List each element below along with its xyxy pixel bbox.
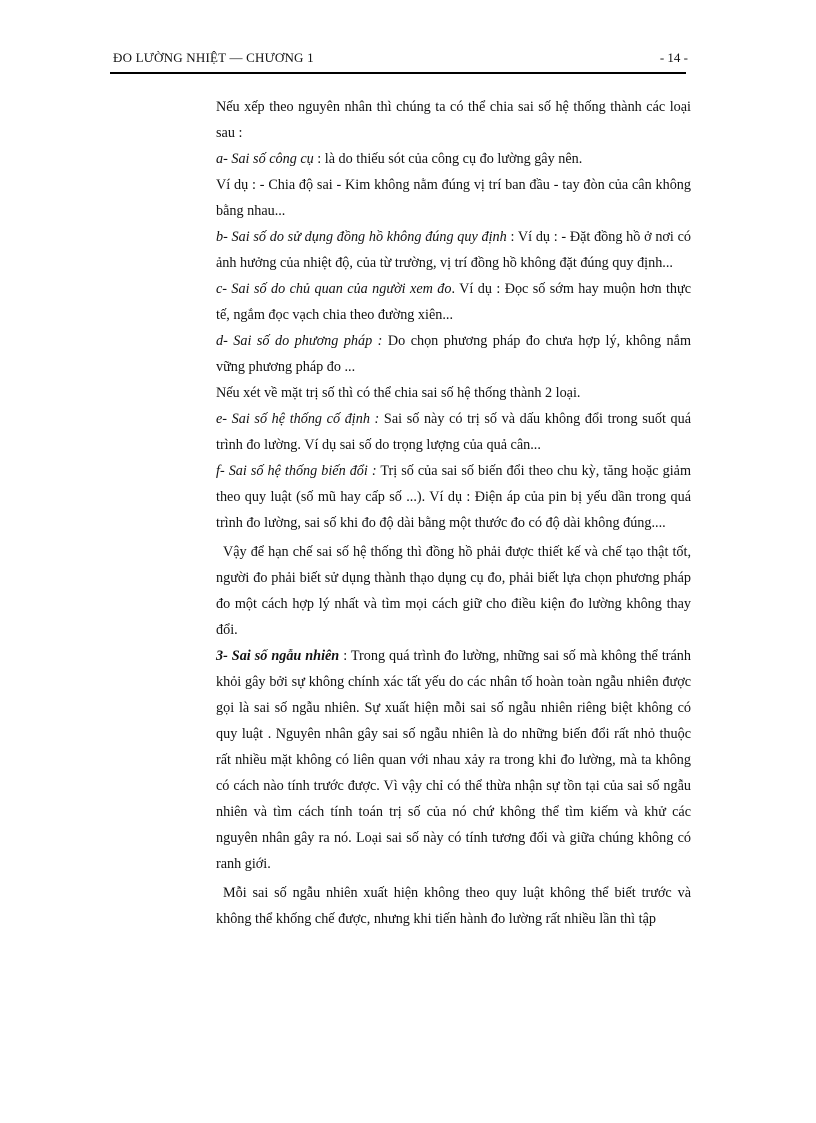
item-label: f- Sai số hệ thống biến đổi : bbox=[216, 463, 377, 479]
paragraph-usage-error bbox=[216, 224, 691, 276]
item-label: d- Sai số do phương pháp : bbox=[216, 333, 383, 349]
item-text: . Ví dụ : Đọc số sớm hay muộn hơn thực tế, ngắm đọc vạch chia theo đường xiên... bbox=[216, 281, 692, 323]
paragraph-text: Mỗi sai số ngẫu nhiên xuất hiện không theo quy luật không thể biết trước và không thể khống chế được, nhưng khi tiến hành đo lường rất nhiều lần thì tập bbox=[216, 885, 691, 927]
page-header bbox=[113, 50, 688, 68]
header-divider bbox=[110, 72, 686, 74]
page-number: - 14 - bbox=[659, 50, 688, 65]
paragraph-conclusion bbox=[216, 539, 691, 643]
item-text: Trị số của sai số biến đổi theo chu kỳ, tăng hoặc giảm theo quy luật (số mũ hay cấp số ...). Ví dụ : Điện áp của pin bị yếu dần trong quá trình đo lường, sai số khi đo độ dài bằng một thước đo có độ dài không đúng.... bbox=[216, 463, 691, 531]
paragraph-text: Nếu xét về mặt trị số thì có thể chia sai số hệ thống thành 2 loại. bbox=[216, 385, 581, 401]
item-label: e- Sai số hệ thống cố định : bbox=[216, 411, 380, 427]
section-text: : Trong quá trình đo lường, những sai số mà không thể tránh khỏi gây bởi sự không chính xác tất yếu do các nhân tố hoàn toàn ngẫu nhiên được gọi là sai số ngẫu nhiên. Sự xuất hiện mỗi sai số ngẫu nhiên riêng biệt không có quy luật . Nguyên nhân gây sai số ngẫu nhiên là do những biến đổi rất nhỏ thuộc rất nhiều mặt không có liên quan với nhau xảy ra trong khi đo lường, mà ta không có cách nào tính trước được. Vì vậy chỉ có thể thừa nhận sự tồn tại của sai số ngẫu nhiên và tìm cách tính toán trị số của nó chứ không thể tìm kiếm và khử các nguyên nhân gây ra nó. Loại sai số này có tính tương đối và giữa chúng không có ranh giới. bbox=[216, 648, 691, 872]
paragraph-method-error bbox=[216, 328, 691, 380]
paragraph-fixed-error bbox=[216, 406, 691, 458]
paragraph-variable-error bbox=[216, 458, 691, 536]
paragraph-value-classification bbox=[216, 380, 691, 406]
paragraph-text: Nếu xếp theo nguyên nhân thì chúng ta có thể chia sai số hệ thống thành các loại sau : bbox=[216, 99, 691, 141]
paragraph-random-error bbox=[216, 643, 691, 877]
header-title: ĐO LƯỜNG NHIỆT — CHƯƠNG 1 bbox=[113, 50, 314, 65]
item-text: Do chọn phương pháp đo chưa hợp lý, không nắm vững phương pháp đo ... bbox=[216, 333, 691, 375]
item-text: Sai số này có trị số và dấu không đổi trong suốt quá trình đo lường. Ví dụ sai số do trọng lượng của quả cân... bbox=[216, 411, 692, 453]
section-heading: 3- Sai số ngẫu nhiên bbox=[216, 648, 340, 664]
item-label: a- Sai số công cụ bbox=[216, 151, 314, 167]
item-text: : là do thiếu sót của công cụ đo lường gây nên. bbox=[313, 151, 583, 167]
paragraph-subjective-error bbox=[216, 276, 691, 328]
paragraph-intro bbox=[216, 94, 691, 146]
body-text bbox=[216, 94, 691, 932]
item-label: b- Sai số do sử dụng đồng hồ không đúng quy định bbox=[216, 229, 507, 245]
paragraph-text: Vậy để hạn chế sai số hệ thống thì đồng hồ phải được thiết kế và chế tạo thật tốt, người đo phải biết sử dụng thành thạo dụng cụ đo, phải biết lựa chọn phương pháp đo một cách hợp lý nhất và tìm mọi cách giữ cho điều kiện đo lường không thay đổi. bbox=[216, 544, 691, 638]
item-text: : Ví dụ : - Đặt đồng hồ ở nơi có ảnh hưởng của nhiệt độ, của từ trường, vị trí đồng hồ không đặt đúng quy định... bbox=[216, 229, 691, 271]
item-label: c- Sai số do chủ quan của người xem đo bbox=[216, 281, 452, 297]
paragraph-example-1 bbox=[216, 172, 691, 224]
paragraph-text: Ví dụ : - Chia độ sai - Kim không nằm đúng vị trí ban đầu - tay đòn của cân không bằng nhau... bbox=[216, 177, 691, 219]
paragraph-instrument-error bbox=[216, 146, 691, 172]
paragraph-random-error-continued bbox=[216, 880, 691, 932]
